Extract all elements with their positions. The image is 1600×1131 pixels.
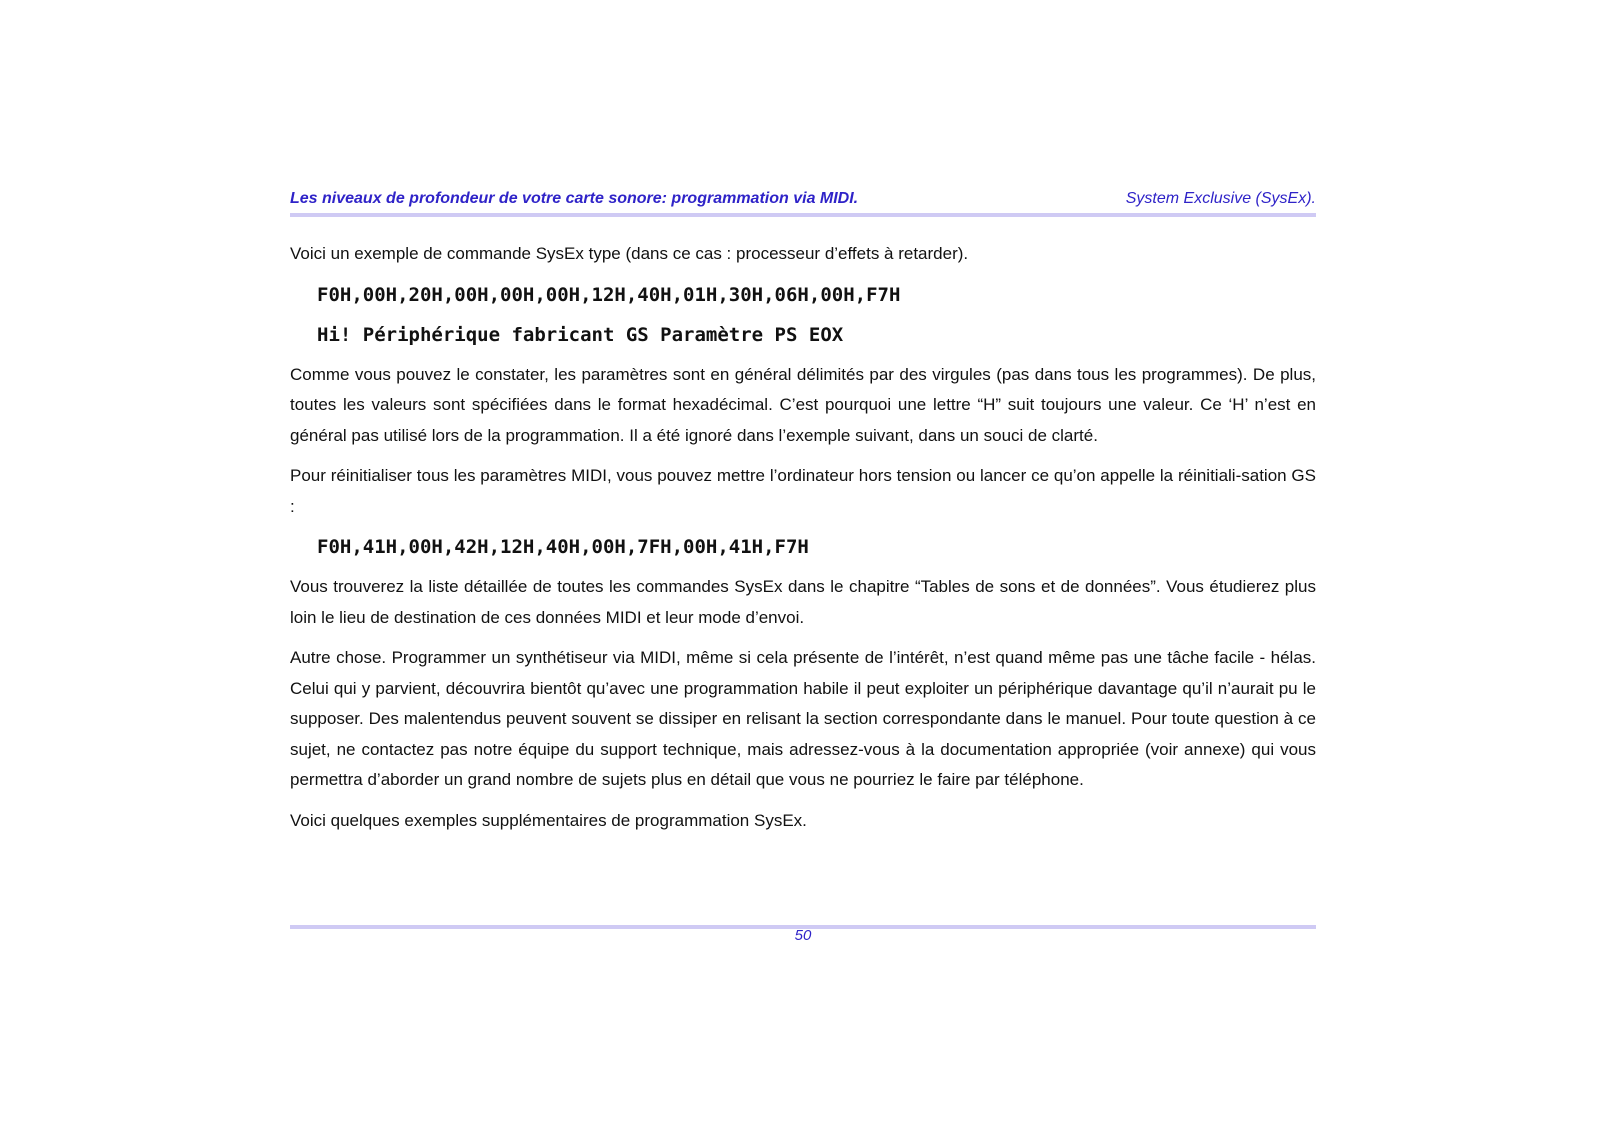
section-title: System Exclusive (SysEx). [1125, 190, 1316, 207]
paragraph-reset: Pour réinitialiser tous les paramètres MIDI, vous pouvez mettre l’ordinateur hors tension ou lancer ce qu’on appelle la réinitiali-sation GS : [290, 466, 1316, 516]
code-example-sysex: F0H,00H,20H,00H,00H,00H,12H,40H,01H,30H,06H,00H,F7H [317, 283, 901, 306]
code-example-legend: Hi! Périphérique fabricant GS Paramètre PS EOX [317, 323, 844, 346]
page-content [290, 239, 1316, 846]
chapter-title: Les niveaux de profondeur de votre carte sonore: programmation via MIDI. [290, 190, 859, 207]
code-example-gs-reset: F0H,41H,00H,42H,12H,40H,00H,7FH,00H,41H,F7H [317, 536, 809, 558]
intro-paragraph: Voici un exemple de commande SysEx type (dans ce cas : processeur d’effets à retarder). [290, 244, 969, 263]
paragraph-parameters: Comme vous pouvez le constater, les paramètres sont en général délimités par des virgules (pas dans tous les programmes). De plus, toutes les valeurs sont spécifiées dans le format hexadécimal. C’est pourquoi une lettre “H” suit toujours une valeur. Ce ‘H’ n’est en général pas utilisé lors de la programmation. Il a été ignoré dans l’exemple suivant, dans un souci de clarté. [290, 364, 1316, 445]
paragraph-tables: Vous trouverez la liste détaillée de toutes les commandes SysEx dans le chapitre “Tables de sons et de données”. Vous étudierez plus loin le lieu de destination de ces données MIDI et leur mode d’envoi. [290, 577, 1316, 627]
page-number: 50 [794, 927, 812, 944]
paragraph-programming: Autre chose. Programmer un synthétiseur via MIDI, même si cela présente de l’intérêt, n’est quand même pas une tâche facile - hélas. Celui qui y parvient, découvrira bientôt qu’avec une programmation habile il peut exploiter un périphérique davantage qu’il n’aurait pu le supposer. Des malentendus peuvent souvent se dissiper en relisant la section correspondante dans le manuel. Pour toute question à ce sujet, ne contactez pas notre équipe du support technique, mais adressez-vous à la documentation appropriée (voir annexe) qui vous permettra d’aborder un grand nombre de sujets plus en détail que vous ne pourriez le faire par téléphone. [290, 648, 1316, 789]
paragraph-more-examples: Voici quelques exemples supplémentaires de programmation SysEx. [290, 810, 807, 830]
page-header [290, 188, 1316, 218]
header-divider [290, 213, 1316, 217]
